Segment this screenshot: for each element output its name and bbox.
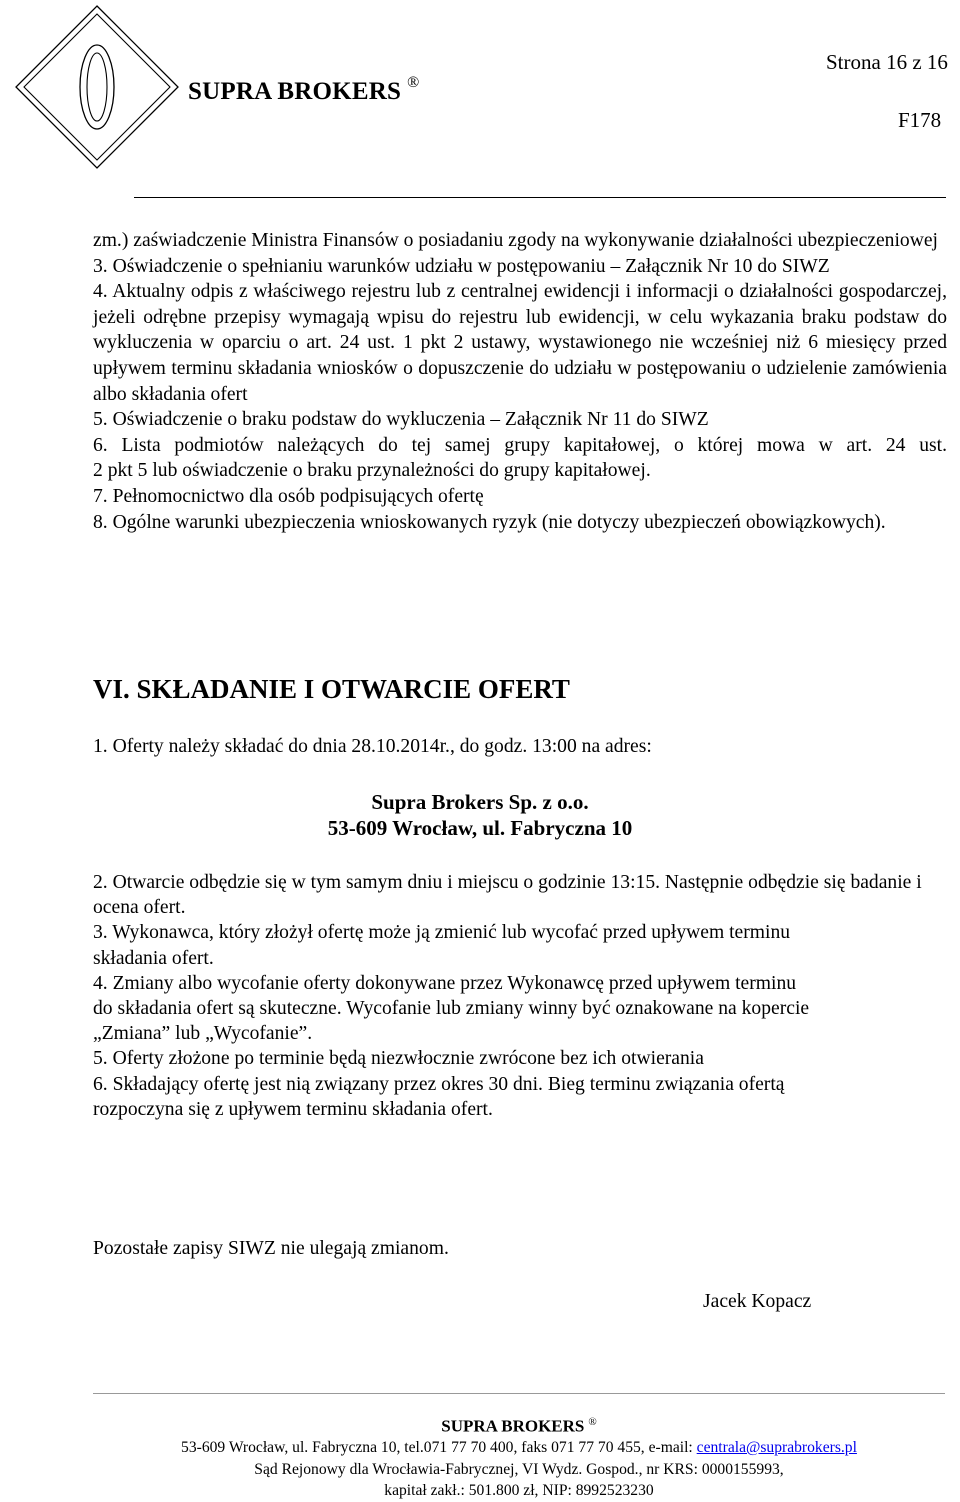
page-number: Strona 16 z 16 (826, 50, 948, 74)
item-3-line1: 3. Wykonawca, który złożył ofertę może ją zmienić lub wycofać przed upływem terminu (93, 922, 791, 944)
footer-registry-line: Sąd Rejonowy dla Wrocławia-Fabrycznej, VI Wydz. Gospod., nr KRS: 0000155993, (254, 1460, 784, 1478)
footer-contact-line (93, 1437, 945, 1459)
paragraph-7: 7. Pełnomocnictwo dla osób podpisujących ofertę (93, 485, 484, 507)
footer-email-link[interactable]: centrala@suprabrokers.pl (696, 1439, 857, 1457)
header-brand (188, 74, 419, 106)
header-brand-name: SUPRA BROKERS (188, 78, 402, 105)
section-items (93, 870, 947, 1122)
footer-brand-name: SUPRA BROKERS (441, 1416, 585, 1436)
item-6-line1: 6. Składający ofertę jest nią związany przez okres 30 dni. Bieg terminu związania ofertą (93, 1073, 785, 1095)
header-divider (134, 197, 946, 198)
registered-mark: ® (407, 74, 420, 91)
footer-capital-line: kapitał zakł.: 501.800 zł, NIP: 8992523230 (384, 1482, 654, 1500)
address-street: 53-609 Wrocław, ul. Fabryczna 10 (327, 816, 633, 840)
document-code: F178 (898, 108, 942, 132)
item-1-text: 1. Oferty należy składać do dnia 28.10.2014r., do godz. 13:00 na adres: (93, 736, 652, 757)
paragraph-3: 3. Oświadczenie o spełnianiu warunków udziału w postępowaniu – Załącznik Nr 10 do SIWZ (93, 255, 830, 277)
document-body (93, 228, 947, 535)
paragraph-4: 4. Aktualny odpis z właściwego rejestru lub z centralnej ewidencji i informacji o działalności gospodarczej, jeżeli odrębne przepisy wymagają wpisu do rejestru lub ewidencji, w celu wykazania braku podstaw do wykluczenia w oparciu o art. 24 ust. 1 pkt 2 ustawy, wystawionego nie wcześniej niż 6 miesięcy przed upływem terminu składania wniosków o dopuszczenie do udziału w postępowaniu o udzielenie zamówienia albo składania ofert (93, 281, 947, 405)
item-3-line2: składania ofert. (93, 947, 214, 969)
item-4-line2: do składania ofert są skuteczne. Wycofanie lub zmiany winny być oznakowane na kopercie (93, 998, 810, 1020)
paragraph-8: 8. Ogólne warunki ubezpieczenia wnioskowanych ryzyk (nie dotyczy ubezpieczeń obowiązkowych). (93, 511, 886, 533)
company-logo (12, 2, 182, 172)
signature-name: Jacek Kopacz (703, 1291, 812, 1312)
item-4-line1: 4. Zmiany albo wycofanie oferty dokonywane przez Wykonawcę przed upływem terminu (93, 972, 797, 994)
closing-remark: Pozostałe zapisy SIWZ nie ulegają zmianom. (93, 1238, 449, 1259)
paragraph-6-line1: 6. Lista podmiotów należących do tej samej grupy kapitałowej, o której mowa w art. 24 ust. (93, 434, 947, 456)
address-company: Supra Brokers Sp. z o.o. (371, 790, 589, 814)
item-6-line2: rozpoczyna się z upływem terminu składania ofert. (93, 1098, 493, 1120)
paragraph-5: 5. Oświadczenie o braku podstaw do wykluczenia – Załącznik Nr 11 do SIWZ (93, 409, 709, 431)
paragraph-1: zm.) zaświadczenie Ministra Finansów o posiadaniu zgody na wykonywanie działalności ubezpieczeniowej (93, 230, 938, 251)
section-item-1 (93, 734, 947, 760)
footer-address: 53-609 Wrocław, ul. Fabryczna 10, tel.071 77 70 400, faks 071 77 70 455, e-mail: (181, 1439, 697, 1457)
section-title: VI. SKŁADANIE I OTWARCIE OFERT (93, 674, 570, 704)
paragraph-6-line2: 2 pkt 5 lub oświadczenie o braku przynależności do grupy kapitałowej. (93, 460, 651, 482)
footer (93, 1412, 945, 1502)
footer-divider (93, 1393, 945, 1394)
item-2-text: 2. Otwarcie odbędzie się w tym samym dniu i miejscu o godzinie 13:15. Następnie odbędzie się badanie i ocena ofert. (93, 872, 922, 919)
item-4-line3: „Zmiana” lub „Wycofanie”. (93, 1023, 313, 1045)
footer-registered-mark: ® (588, 1416, 597, 1428)
item-5-text: 5. Oferty złożone po terminie będą niezwłocznie zwrócone bez ich otwierania (93, 1048, 704, 1070)
footer-brand (93, 1412, 945, 1437)
